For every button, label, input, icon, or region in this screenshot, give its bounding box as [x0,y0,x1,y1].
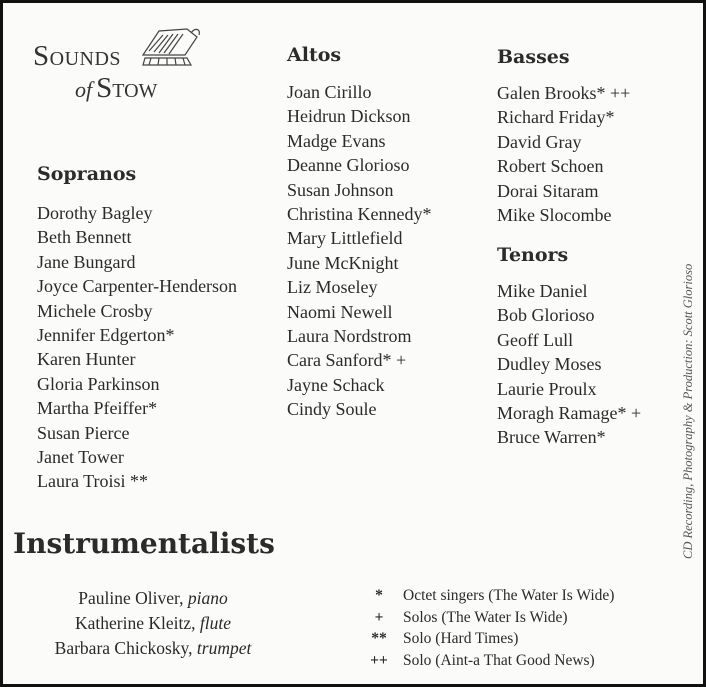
logo-line2-text: Stow [96,72,158,104]
legend-text: Solo (Aint-a That Good News) [403,651,595,669]
list-item: Laura Troisi ** [37,471,149,492]
list-item: Susan Pierce [37,422,130,443]
production-credit: CD Recording, Photography & Production: Scott Glorioso [681,263,695,559]
legend-row [355,650,614,672]
list-item: June McKnight [287,252,399,273]
player-instrument: flute [199,613,231,633]
altos-list [287,80,431,422]
list-item: Madge Evans [287,130,386,151]
list-item: Beth Bennett [37,227,132,248]
list-item: Jayne Schack [287,374,385,395]
basses-list [497,81,630,227]
list-item: Richard Friday* [497,107,615,128]
list-item: Martha Pfeiffer* [37,398,158,419]
list-item: Joan Cirillo [287,82,372,102]
list-item: Bruce Warren* [497,427,606,448]
list-item: Karen Hunter [37,349,136,370]
basses-section [497,46,630,227]
list-item: Dorai Sitaram [497,180,599,201]
tenors-heading: Tenors [497,244,569,266]
list-item: Mike Daniel [497,281,588,301]
player-name: Pauline Oliver, [78,588,184,608]
list-item: Robert Schoen [497,156,604,177]
player-instrument: trumpet [196,638,252,658]
sopranos-heading: Sopranos [37,163,137,185]
organ-sheet-music-icon [137,25,203,71]
sopranos-section [37,163,237,494]
list-item: Deanne Glorioso [287,155,410,176]
tenors-section [497,244,641,450]
altos-section [287,44,431,422]
logo-line1: Sounds [33,40,122,72]
logo-of: of [75,77,93,102]
list-item: Naomi Newell [287,301,393,322]
list-item: Christina Kennedy* [287,204,432,225]
legend-text: Solos (The Water Is Wide) [403,608,568,626]
legend-symbol: ++ [370,651,388,669]
legend-text: Solo (Hard Times) [403,630,519,647]
list-item: Liz Moseley [287,277,378,298]
list-item: Galen Brooks* ++ [497,83,631,103]
list-item: Janet Tower [37,447,124,468]
list-item [33,636,273,661]
instrumentalists-list [33,586,273,661]
list-item: Laurie Proulx [497,378,597,399]
legend-symbol: ** [371,630,387,647]
sopranos-list [37,201,237,494]
list-item: Cara Sanford* + [287,350,407,371]
basses-heading: Basses [497,46,570,68]
list-item: Michele Crosby [37,300,153,321]
tenors-list [497,279,641,450]
player-name: Katherine Kleitz, [75,613,196,633]
list-item [33,611,273,636]
player-name: Barbara Chickosky, [54,638,193,658]
list-item: Geoff Lull [497,329,574,350]
legend-text: Octet singers (The Water Is Wide) [403,587,615,604]
instrumentalists-heading: Instrumentalists [13,527,275,560]
list-item: David Gray [497,131,582,152]
legend-symbol: * [375,587,383,604]
list-item: Jane Bungard [37,251,136,272]
list-item: Dudley Moses [497,354,602,375]
legend-row [355,607,614,629]
list-item: Jennifer Edgerton* [37,325,175,346]
list-item: Bob Glorioso [497,305,595,326]
legend [355,585,614,671]
list-item: Dorothy Bagley [37,203,153,223]
list-item: Laura Nordstrom [287,326,412,347]
list-item [33,586,273,611]
list-item: Susan Johnson [287,179,394,200]
list-item: Joyce Carpenter-Henderson [37,276,238,297]
legend-row [355,585,614,607]
logo-line2 [75,72,157,105]
list-item: Cindy Soule [287,399,377,420]
player-instrument: piano [187,588,228,608]
legend-symbol: + [374,608,384,626]
legend-row [355,628,614,650]
list-item: Moragh Ramage* + [497,403,642,424]
list-item: Mike Slocombe [497,205,612,226]
sounds-of-stow-logo [33,25,203,115]
altos-heading: Altos [287,44,342,66]
list-item: Heidrun Dickson [287,106,411,127]
list-item: Gloria Parkinson [37,373,160,394]
list-item: Mary Littlefield [287,228,403,249]
